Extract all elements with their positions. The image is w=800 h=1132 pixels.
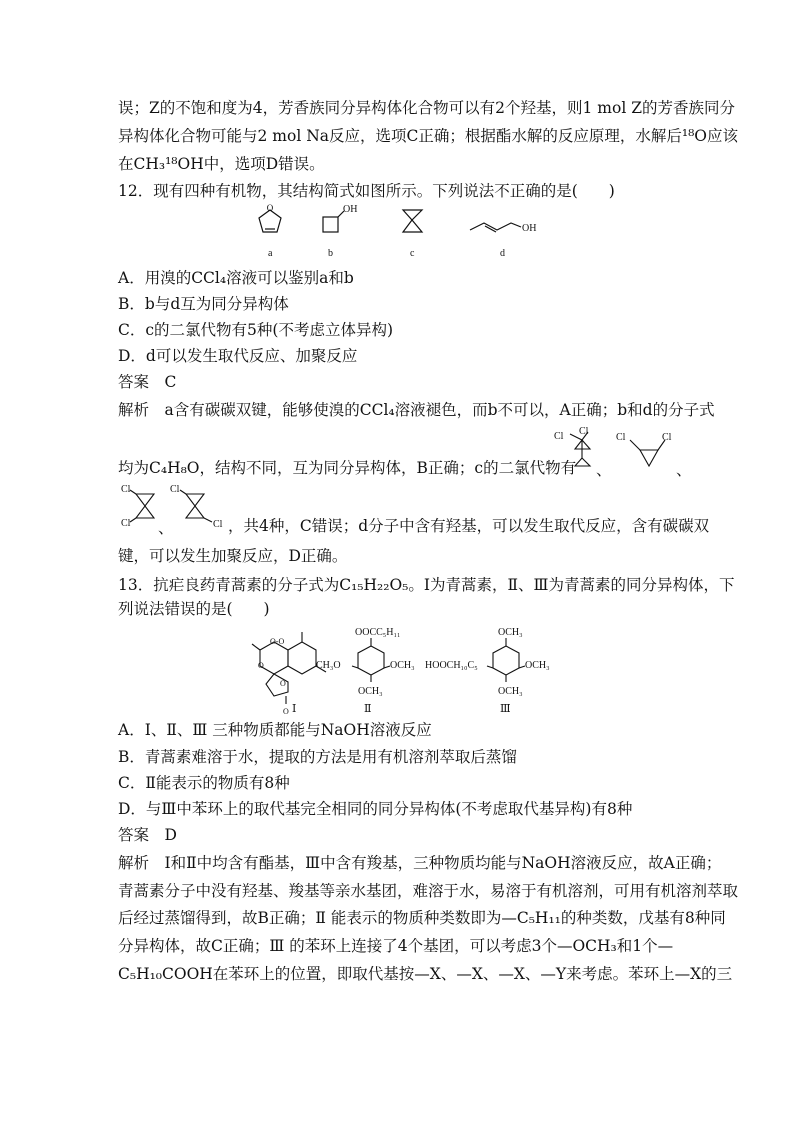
answer: 答案 C bbox=[118, 373, 177, 391]
mol-label-b: b bbox=[328, 248, 333, 259]
explanation-line: ，共4种，C错误；d分子中含有羟基，可以发生取代反应，含有碳碳双 bbox=[228, 517, 710, 535]
svg-text:HOOCH₁₀C₅: HOOCH₁₀C₅ bbox=[425, 660, 478, 671]
option-b: B．青蒿素难溶于水，提取的方法是用有机溶剂萃取后蒸馏 bbox=[118, 748, 517, 766]
svg-text:O: O bbox=[283, 707, 289, 714]
roman-III: Ⅲ bbox=[500, 703, 511, 714]
separator: 、 bbox=[596, 461, 612, 479]
svg-text:Cl: Cl bbox=[616, 432, 626, 443]
option-a: A．用溴的CCl₄溶液可以鉴别a和b bbox=[118, 269, 354, 287]
molecule-b bbox=[323, 211, 344, 232]
option-d: D．与Ⅲ中苯环上的取代基完全相同的同分异构体(不考虑取代基异构)有8种 bbox=[118, 800, 633, 818]
option-d: D．d可以发生取代反应、加聚反应 bbox=[118, 347, 358, 365]
svg-text:Cl: Cl bbox=[121, 484, 131, 495]
svg-text:OCH₃: OCH₃ bbox=[358, 686, 383, 697]
mol-label-d: d bbox=[500, 248, 505, 259]
svg-text:Cl: Cl bbox=[121, 518, 131, 529]
structure-II bbox=[352, 638, 390, 682]
q13-structures-figure bbox=[240, 622, 580, 714]
question-13-stem: 13．抗疟良药青蒿素的分子式为C₁₅H₂₂O₅。Ⅰ为青蒿素，Ⅱ、Ⅲ为青蒿素的同分异构体，下 bbox=[118, 576, 735, 594]
molecule-a bbox=[259, 210, 281, 232]
option-a: A．Ⅰ、Ⅱ、Ⅲ 三种物质都能与NaOH溶液反应 bbox=[118, 721, 432, 739]
oh-label: OH bbox=[522, 223, 537, 234]
question-13-stem: 列说法错误的是( ) bbox=[118, 600, 270, 618]
roman-II: Ⅱ bbox=[364, 703, 372, 714]
text-line: 在CH₃¹⁸OH中，选项D错误。 bbox=[118, 155, 325, 173]
explanation-line: 解析 a含有碳碳双键，能够使溴的CCl₄溶液褪色，而b不可以，A正确；b和d的分子式 bbox=[118, 401, 715, 419]
molecule-d bbox=[470, 223, 521, 232]
svg-text:O: O bbox=[266, 203, 274, 213]
option-b: B．b与d互为同分异构体 bbox=[118, 295, 289, 313]
oh-label: OH bbox=[343, 204, 358, 215]
svg-text:Cl: Cl bbox=[213, 519, 223, 530]
svg-text:OCH₃: OCH₃ bbox=[390, 660, 415, 671]
explanation-line: 后经过蒸馏得到，故B正确；Ⅱ 能表示的物质种类数即为—C₅H₁₁的种类数，戊基有8种同 bbox=[118, 909, 726, 927]
svg-text:O: O bbox=[280, 679, 286, 688]
structure-III bbox=[487, 638, 525, 682]
svg-text:Cl: Cl bbox=[554, 431, 564, 442]
svg-text:O: O bbox=[258, 661, 264, 670]
mol-label-a: a bbox=[268, 248, 273, 259]
svg-text:Cl: Cl bbox=[579, 426, 589, 437]
explanation-line: C₅H₁₀COOH在苯环上的位置，即取代基按—X、—X、—X、—Y来考虑。苯环上—X的三 bbox=[118, 965, 733, 983]
explanation-line: 青蒿素分子中没有羟基、羧基等亲水基团，难溶于水，易溶于有机溶剂，可用有机溶剂萃取 bbox=[118, 882, 739, 900]
explanation-line: 键，可以发生加聚反应，D正确。 bbox=[118, 547, 348, 565]
svg-text:CH₃O: CH₃O bbox=[316, 660, 341, 671]
option-c: C．c的二氯代物有5种(不考虑立体异构) bbox=[118, 321, 393, 339]
explanation-line: 均为C₄H₈O，结构不同，互为同分异构体，B正确；c的二氯代物有 bbox=[118, 459, 577, 477]
question-12-stem: 12．现有四种有机物，其结构简式如图所示。下列说法不正确的是( ) bbox=[118, 182, 615, 200]
svg-text:OCH₃: OCH₃ bbox=[525, 660, 550, 671]
answer: 答案 D bbox=[118, 826, 177, 844]
separator: 、 bbox=[158, 519, 174, 537]
molecule-c bbox=[403, 210, 422, 232]
explanation-line: 分异构体，故C正确；Ⅲ 的苯环上连接了4个基团，可以考虑3个—OCH₃和1个— bbox=[118, 937, 674, 955]
svg-text:O-O: O-O bbox=[270, 637, 285, 646]
svg-text:OOCC₅H₁₁: OOCC₅H₁₁ bbox=[355, 627, 401, 638]
svg-text:Cl: Cl bbox=[662, 432, 672, 443]
roman-I: Ⅰ bbox=[292, 703, 297, 714]
svg-text:OCH₃: OCH₃ bbox=[498, 686, 523, 697]
dichloro-structures-2 bbox=[118, 480, 238, 530]
text-line: 异构体化合物可能与2 mol Na反应，选项C正确；根据酯水解的反应原理，水解后¹⁸O应该 bbox=[118, 127, 739, 145]
separator: 、 bbox=[676, 461, 692, 479]
explanation-line: 解析 Ⅰ和Ⅱ中均含有酯基，Ⅲ中含有羧基，三种物质均能与NaOH溶液反应，故A正确； bbox=[118, 854, 722, 872]
q12-structures-figure bbox=[240, 200, 560, 262]
svg-text:Cl: Cl bbox=[170, 484, 180, 495]
text-line: 误；Z的不饱和度为4，芳香族同分异构体化合物可以有2个羟基，则1 mol Z的芳香族同分 bbox=[118, 99, 735, 117]
mol-label-c: c bbox=[410, 248, 415, 259]
option-c: C．Ⅱ能表示的物质有8种 bbox=[118, 774, 290, 792]
svg-text:OCH₃: OCH₃ bbox=[498, 627, 523, 638]
